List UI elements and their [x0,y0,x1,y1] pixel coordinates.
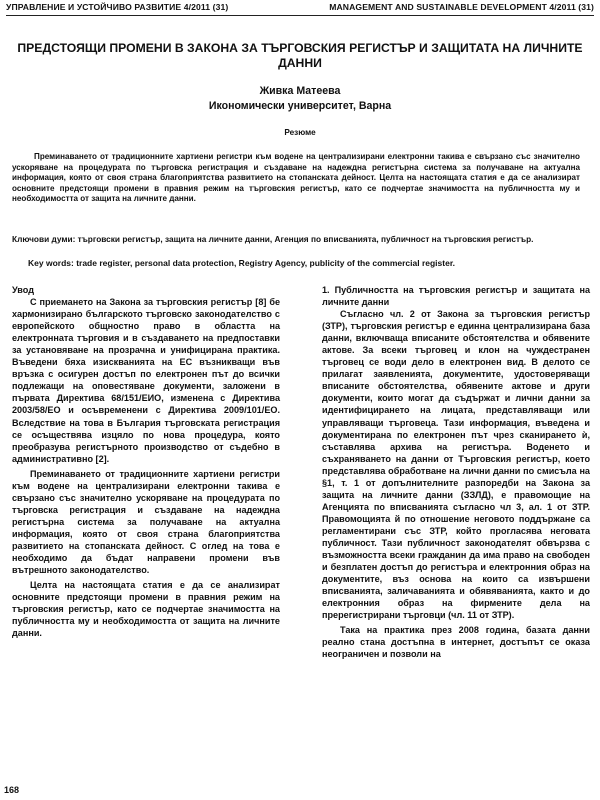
abstract-body: Преминаването от традиционните хартиени регистри към водене на централизирани електронни такива е свързано със значително ускоряване на процедурата по търговска регистрация и създаване на надеждна регистърна система за получаване на актуална информация, която от своя страна благоприятства развитието на стопанската дейност. Целта на настоящата статия е да се анализират основните предстоящи промени в правния режим на търговския регистър, като се подчертае значимостта на публичността му и необходимостта от защита на личните данни. [12,152,580,203]
author-name: Живка Матеева [259,85,341,97]
right-column [322,284,590,663]
running-header-right: MANAGEMENT AND SUSTAINABLE DEVELOPMENT 4/2011 (31) [329,2,594,12]
right-paragraph: Съгласно чл. 2 от Закона за търговския регистър (ЗТР), търговския регистър е единна централизирана база данни, включваща вписаните обстоятелства и обявените актове. За всеки търговец и клон на чуждестранен търговец се води дело в електронен вид. В делото се прилагат заявленията, документите, удостоверяващи вписаните обстоятелства, обявените актове и други документи, които могат да съдържат и лични данни за идентифицирането на лицата, представляващи или управляващи търговеца. Тази информация, въведена и документирана по електронен път чрез сканирането ѝ, съставлява архива на регистъра. Воденето и съхраняването на данни от Търговския регистър, което представлява обработване на лични данни по смисъла на §1, т. 1 от допълнителните разпоредби на Закона за защита на личните данни (ЗЗЛД), е правомощие на Агенцията по вписванията съгласно чл 3, ал. 1 от ЗТР. Правомощията й по отношение неговото поддържане са регламентирани със ЗТР, който прогласява неговата публичност. Тази публичност законодателят обвързва с възможността всеки гражданин да има право на свободен и безплатен достъп до регистъра и електронния образ на документите, въз основа на които са извършени вписванията, заличаванията и обявяванията, както и до електронния образ на фирмените дела на пререгистрирани търговци (чл. 11 от ЗТР). [322,309,590,621]
keywords-bg-label: Ключови думи [12,234,73,244]
page-number: 168 [4,785,20,795]
keywords-english [28,258,588,269]
keywords-en-label: Key words [28,258,71,268]
left-paragraph: С приемането на Закона за търговския регистър [8] бе хармонизирано българското търговско законодателство с европейското общностно право в областта на електронната търговия и в създаването на предпоставки за установяване на прозрачна и унифицирана практика. Въведени бяха изискванията на ЕС възникващи във връзка с осигурен достъп по електронен път до всички подлежащи на оповестяване документи, заложени в първата Директива 68/151/ЕИО, изменена с Директива 2003/58/ЕО и осъвременени с Директива 2009/101/ЕО. Вследствие на това в България търговската регистрация се осъществява изцяло по нова процедура, която преобразува регистърното производство от съдебно в административно [2]. [12,297,280,464]
header-divider [6,15,594,16]
article-title: ПРЕДСТОЯЩИ ПРОМЕНИ В ЗАКОНА ЗА ТЪРГОВСКИЯ РЕГИСТЪР И ЗАЩИТАТА НА ЛИЧНИТЕ ДАННИ [17,41,583,70]
left-paragraph: Целта на настоящата статия е да се анализират основните предстоящи промени в правния режим на търговския регистър, като се подчертае значимостта на публичността му и необходимостта от защита на личните данни. [12,580,280,639]
keywords-bg-text: : търговски регистър, защита на личните данни, Агенция по вписванията, публичност на търговския регистър. [72,234,534,244]
running-header-left: УПРАВЛЕНИЕ И УСТОЙЧИВО РАЗВИТИЕ 4/2011 (31) [6,2,229,12]
keywords-en-text: : trade register, personal data protection, Registry Agency, publicity of the commercial register. [71,258,456,268]
section-heading-1: 1. Публичността на търговския регистър и защитата на личните данни [322,285,590,308]
abstract-text [12,152,580,205]
section-heading-intro: Увод [12,285,34,295]
right-paragraph: Така на практика през 2008 година, базата данни реално стана достъпна в интернет, достъпът се оказа неограничен и позволи на [322,625,590,660]
running-header [6,2,594,16]
abstract-heading: Резюме [284,128,316,137]
author-affiliation: Икономически университет, Варна [208,100,392,112]
keywords-bulgarian [12,234,580,245]
left-column [12,284,280,642]
left-paragraph: Преминаването от традиционните хартиени регистри към водене на централизирани електронни такива е свързано със значително ускоряване на процедурата по търговска регистрация и създаване на надеждна регистърна система за получаване на актуална информация, която от своя страна благоприятства развитието на стопанската дейност. С оглед на това е необходимо да бъдат направени промени във вътрешното законодателство. [12,468,280,576]
